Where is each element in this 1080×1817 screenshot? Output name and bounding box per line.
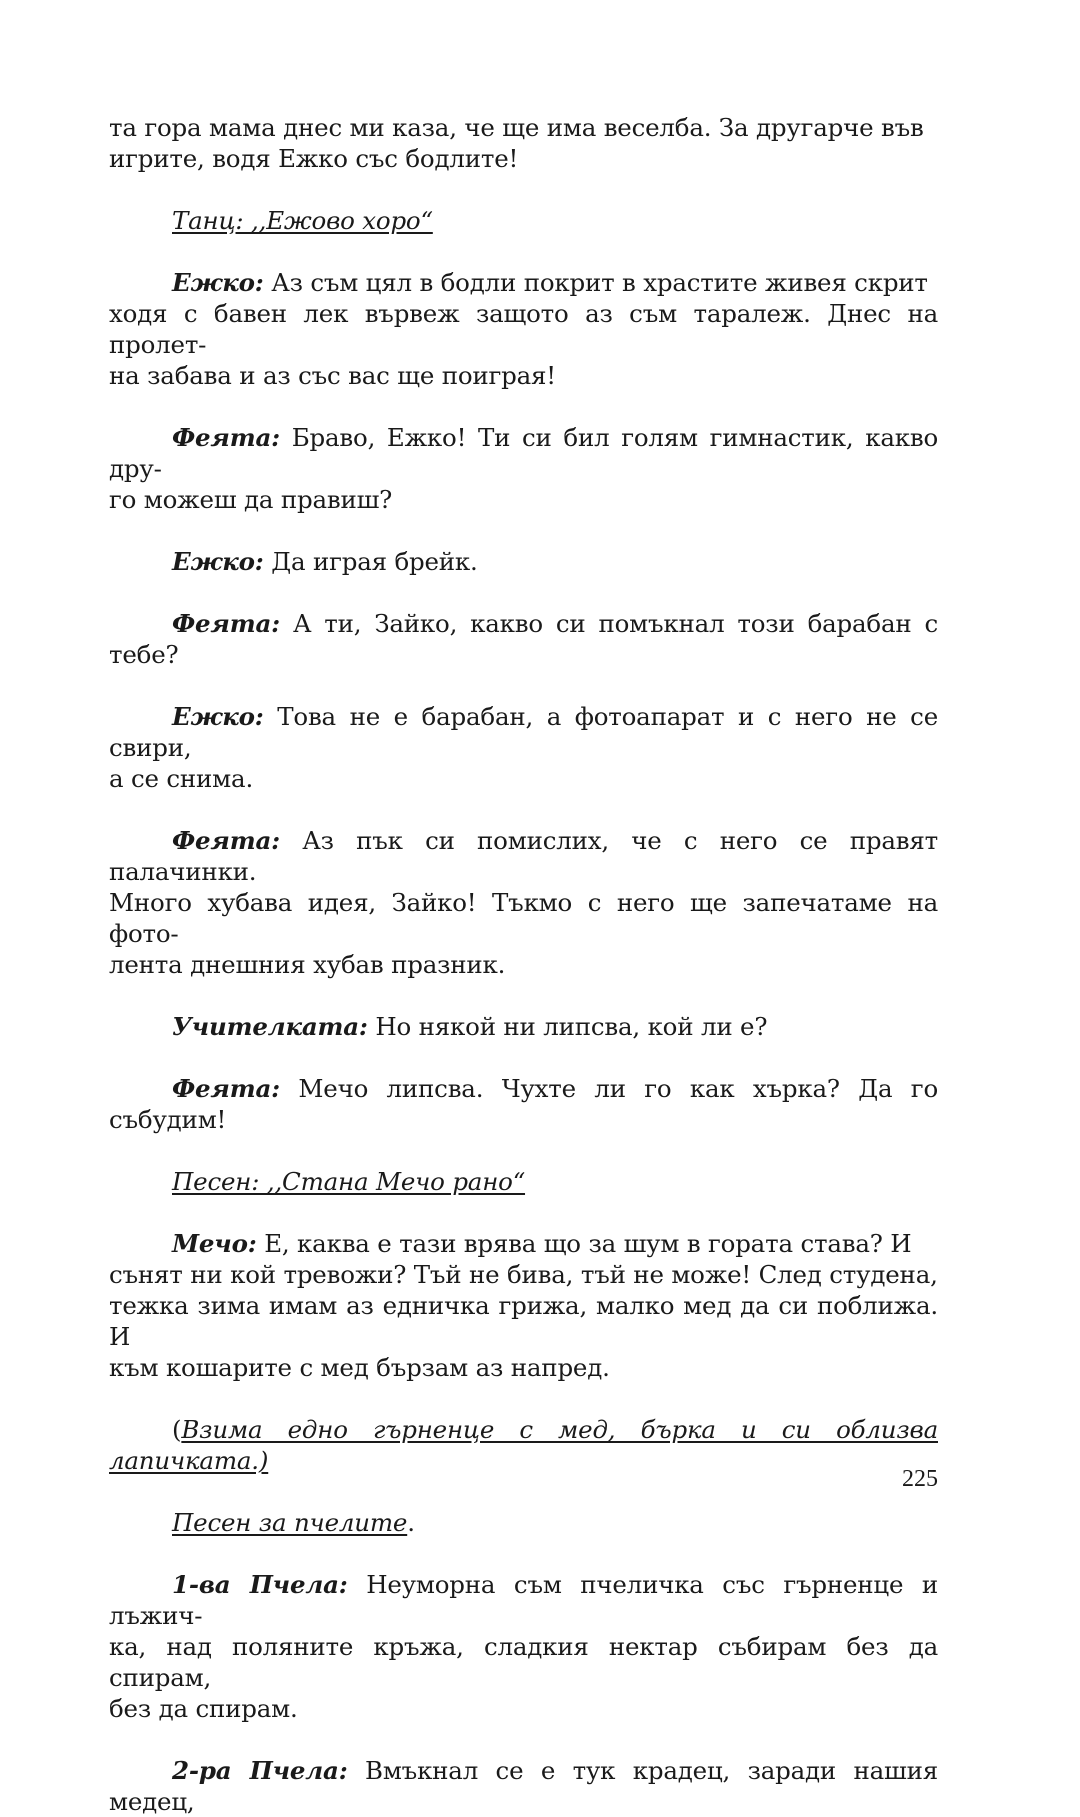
dance-heading (109, 205, 938, 236)
text-line: та гора мама днес ми каза, че ще има веселба. За другарче във (109, 113, 924, 142)
speaker-name: Учителката: (172, 1012, 368, 1041)
text-line: игрите, водя Ежко със бодлите! (109, 144, 519, 173)
dialogue-text: без да спирам. (109, 1694, 298, 1723)
page-number: 225 (902, 1466, 938, 1492)
dialogue-text: а се снима. (109, 764, 254, 793)
dance-title: Танц: ,,Ежово хоро“ (172, 206, 433, 235)
dialogue-feyata-3 (109, 825, 938, 980)
speaker-name: Феята: (172, 609, 280, 638)
dialogue-bee-2 (109, 1755, 938, 1817)
dialogue-text: Аз съм цял в бодли покрит в храстите живея скрит (263, 268, 928, 297)
dialogue-text: лента днешния хубав празник. (109, 950, 506, 979)
speaker-name: 2-ра Пчела: (172, 1756, 348, 1785)
dialogue-text: Но някой ни липсва, кой ли е? (367, 1012, 768, 1041)
song-title-dot: . (407, 1508, 415, 1537)
song-title: Песен: ,,Стана Мечо рано“ (172, 1167, 526, 1196)
dialogue-text: Това не е барабан, а фотоапарат и с него не се свири, (109, 702, 938, 762)
dialogue-text: ходя с бавен лек вървеж защото аз съм таралеж. Днес на пролет- (109, 299, 938, 359)
stage-direction (109, 1414, 938, 1476)
dialogue-mecho-1 (109, 1228, 938, 1383)
dialogue-text: Аз пък си помислих, че с него се правят палачинки. (109, 826, 938, 886)
speaker-name: Феята: (172, 1074, 280, 1103)
speaker-name: Ежко: (172, 547, 264, 576)
speaker-name: Феята: (172, 423, 280, 452)
document-page (109, 112, 938, 1817)
dialogue-feyata-2 (109, 608, 938, 670)
stage-direction-paren: ( (172, 1415, 182, 1444)
dialogue-uchitelkata-1 (109, 1011, 938, 1042)
dialogue-text: ка, над поляните кръжа, сладкия нектар събирам без да спирам, (109, 1632, 938, 1692)
dialogue-text: Вмъкнал се е тук крадец, заради нашия медец, (109, 1756, 939, 1816)
dialogue-text: го можеш да правиш? (109, 485, 393, 514)
dialogue-feyata-1 (109, 422, 938, 515)
dialogue-text: към кошарите с мед бързам аз напред. (109, 1353, 610, 1382)
dialogue-text: сънят ни кой тревожи? Тъй не бива, тъй не може! След студена, (109, 1260, 938, 1289)
speaker-name: Феята: (172, 826, 280, 855)
dialogue-text: А ти, Зайко, какво си помъкнал този барабан с тебе? (109, 609, 938, 669)
dialogue-text: тежка зима имам аз едничка грижа, малко мед да си поближа. И (109, 1291, 938, 1351)
song-heading-bees (109, 1507, 938, 1538)
song-title-bees: Песен за пчелите (172, 1508, 408, 1537)
dialogue-bee-1 (109, 1569, 938, 1724)
dialogue-text: Много хубава идея, Зайко! Тъкмо с него ще запечатаме на фото- (109, 888, 938, 948)
speaker-name: 1-ва Пчела: (172, 1570, 348, 1599)
speaker-name: Ежко: (172, 268, 264, 297)
dialogue-ezhko-1 (109, 267, 938, 391)
dialogue-text: Неуморна съм пчеличка със гърненце и лъжич- (109, 1570, 938, 1630)
speaker-name: Ежко: (172, 702, 264, 731)
dialogue-feyata-4 (109, 1073, 938, 1135)
intro-paragraph (109, 112, 938, 174)
dialogue-text: Е, каква е тази врява що за шум в гората става? И (256, 1229, 912, 1258)
song-heading (109, 1166, 938, 1197)
dialogue-text: Да играя брейк. (263, 547, 478, 576)
dialogue-text: Мечо липсва. Чухте ли го как хърка? Да го събудим! (109, 1074, 938, 1134)
dialogue-text: на забава и аз със вас ще поиграя! (109, 361, 556, 390)
speaker-name: Мечо: (172, 1229, 257, 1258)
dialogue-ezhko-3 (109, 701, 938, 794)
dialogue-ezhko-2 (109, 546, 938, 577)
stage-direction-text: Взима едно гърненце с мед, бърка и си облизва лапичката.) (109, 1415, 938, 1475)
dialogue-text: Браво, Ежко! Ти си бил голям гимнастик, какво дру- (109, 423, 938, 483)
